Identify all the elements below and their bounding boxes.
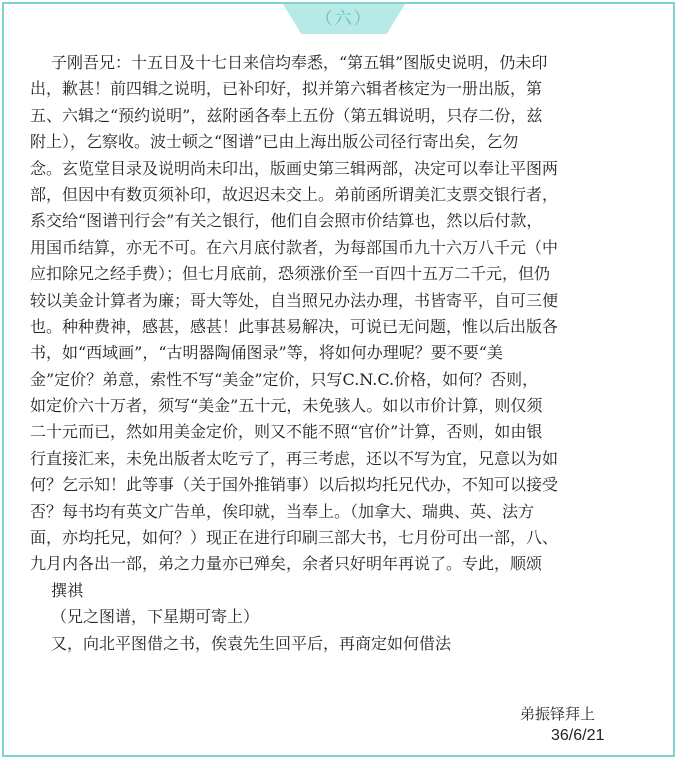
letter-line: 附上），乞察收。波士顿之“图谱”已由上海出版公司径行寄出矣，乞勿 — [30, 132, 519, 152]
postscript-note: （兄之图谱，下星期可寄上） — [51, 607, 260, 627]
letter-line: 出，歉甚！前四辑之说明，已补印好，拟并第六辑者核定为一册出版，第 — [30, 79, 543, 99]
postscript-note: 又，向北平图借之书，俟袁先生回平后，再商定如何借法 — [51, 633, 452, 653]
letter-line: 较以美金计算者为廉；哥大等处，自当照兄办法办理，书皆寄平，自可三便 — [30, 290, 559, 310]
letter-line: 何？乞示知！此等事（关于国外推销事）以后拟均托兄代办，不知可以接受 — [30, 475, 559, 495]
signature: 弟振铎拜上 — [520, 705, 596, 723]
letter-line: 面，亦均托兄，如何？）现正在进行印刷三部大书，七月份可出一部，八、 — [30, 528, 559, 548]
letter-date: 36/6/21 — [551, 727, 605, 744]
letter-line: 如定价六十万者，须写“美金”五十元，未免骇人。如以市价计算，则仅须 — [30, 396, 543, 416]
letter-line: 金”定价？弟意，索性不写“美金”定价，只写C.N.C.价格，如何？否则， — [30, 369, 539, 389]
letter-line: 行直接汇来，未免出版者太吃亏了，再三考虑，还以不写为宜，兄意以为如 — [30, 448, 559, 468]
letter-line: 念。玄览堂目录及说明尚未印出，版画史第三辑两部，决定可以奉让平图两 — [30, 158, 559, 178]
letter-line: 也。种种费神，感甚，感甚！此事甚易解决，可说已无问题，惟以后出版各 — [30, 316, 559, 336]
letter-line: 子刚吾兄：十五日及十七日来信均奉悉，“第五辑”图版史说明，仍未印 — [51, 53, 548, 72]
letter-line: 二十元而已，然如用美金定价，则又不能不照“官价”计算，否则，如由银 — [30, 422, 543, 442]
letter-line: 系交给“图谱刊行会”有关之银行，他们自会照市价结算也，然以后付款， — [30, 211, 543, 231]
letter-body — [30, 50, 648, 657]
letter-line: 九月内各出一部，弟之力量亦已殚矣，余者只好明年再说了。专此，顺颂 — [30, 554, 543, 574]
section-tab-label: （六） — [315, 9, 373, 29]
letter-line: 应扣除兄之经手费）；但七月底前，恐须涨价至一百四十五万二千元，但仍 — [30, 264, 551, 284]
letter-line: 五、六辑之“预约说明”，兹附函各奉上五份（第五辑说明，只存二份，兹 — [30, 105, 543, 125]
letter-closing: 撰祺 — [51, 580, 84, 600]
letter-line: 书，如“西域画”，“古明器陶俑图录”等，将如何办理呢？要不要“美 — [30, 343, 503, 363]
letter-line: 用国币结算，亦无不可。在六月底付款者，为每部国币九十六万八千元（中 — [30, 237, 559, 257]
letter-line: 否？每书均有英文广告单，俟印就，当奉上。（加拿大、瑞典、英、法方 — [30, 501, 535, 521]
letter-line: 部，但因中有数页须补印，故迟迟未交上。弟前函所谓美汇支票交银行者， — [30, 184, 559, 204]
